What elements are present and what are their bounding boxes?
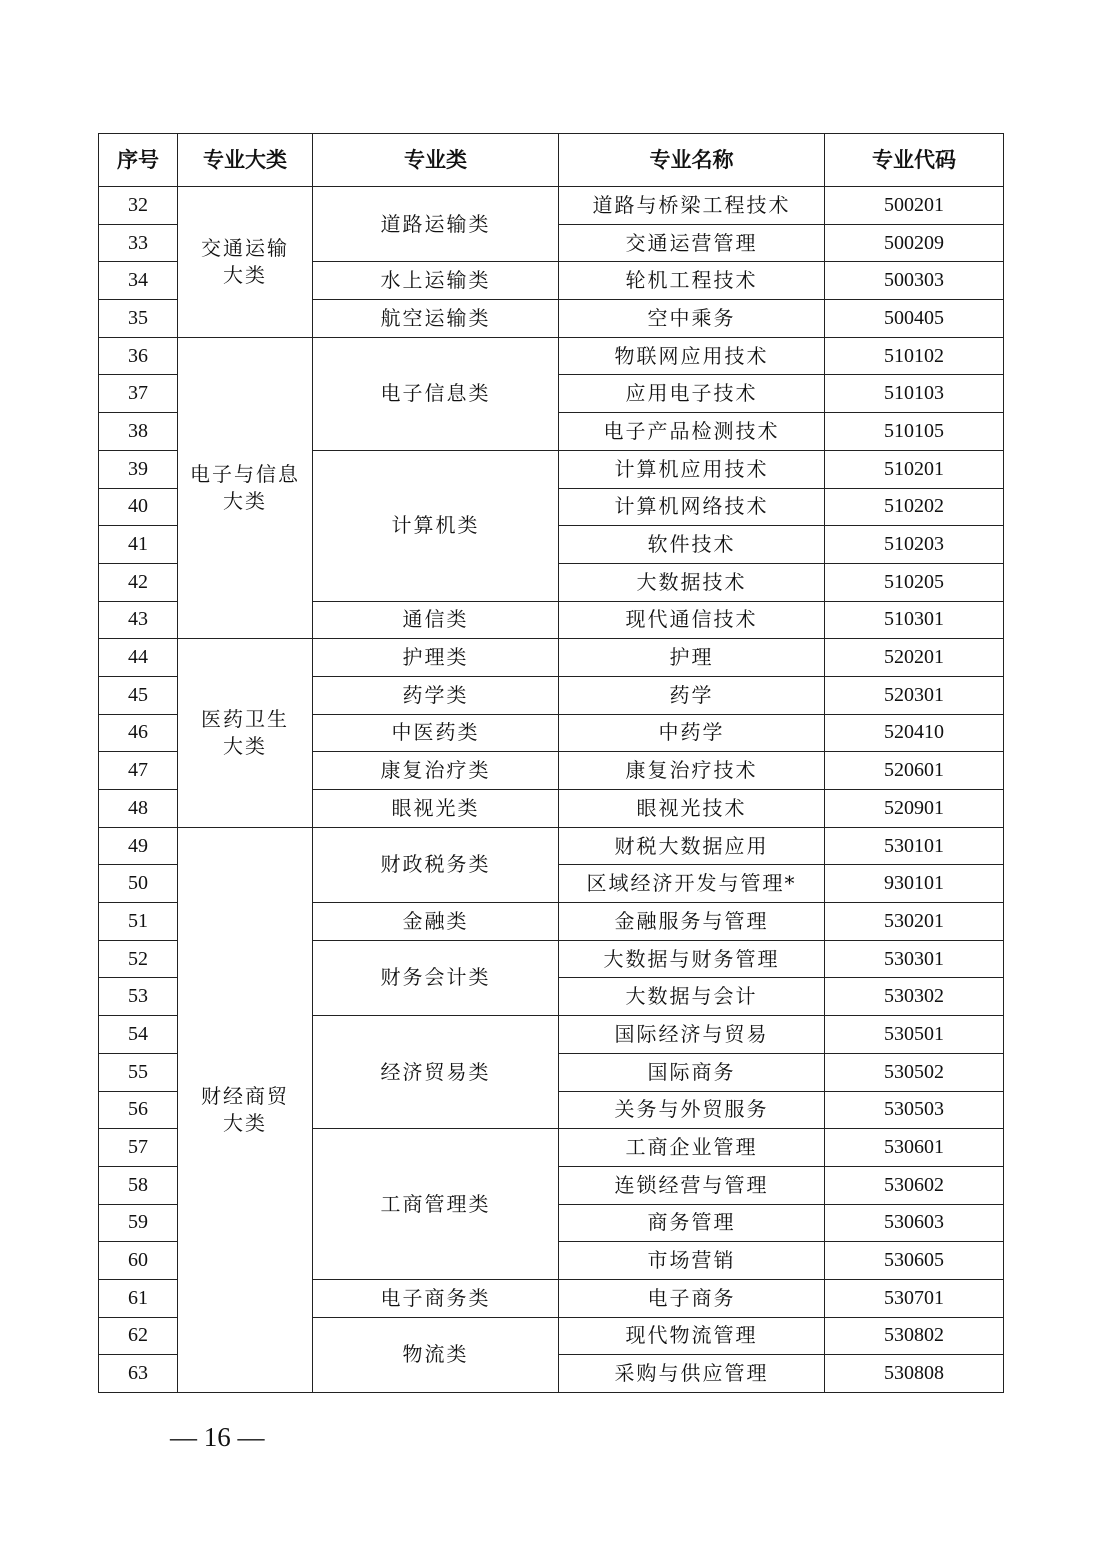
table-row [99,827,1004,865]
seq-cell: 59 [99,1204,178,1242]
seq-cell: 40 [99,488,178,526]
seq-cell: 35 [99,300,178,338]
seq-cell: 39 [99,450,178,488]
major-name-cell: 计算机网络技术 [559,488,825,526]
category-cell: 电子商务类 [313,1279,559,1317]
major-code-cell: 530601 [825,1129,1004,1167]
table-row [99,337,1004,375]
major-name-cell: 采购与供应管理 [559,1355,825,1393]
major-name-cell: 中药学 [559,714,825,752]
major-name-cell: 电子商务 [559,1279,825,1317]
category-cell: 眼视光类 [313,790,559,828]
major-code-cell: 530302 [825,978,1004,1016]
category-cell: 财务会计类 [313,940,559,1015]
category-cell: 计算机类 [313,450,559,601]
category-cell: 水上运输类 [313,262,559,300]
category-cell: 道路运输类 [313,187,559,262]
category-cell: 经济贸易类 [313,1016,559,1129]
major-name-cell: 护理 [559,639,825,677]
major-code-cell: 510201 [825,450,1004,488]
category-cell: 护理类 [313,639,559,677]
seq-cell: 46 [99,714,178,752]
major-name-cell: 药学 [559,676,825,714]
major-code-cell: 520301 [825,676,1004,714]
seq-cell: 41 [99,526,178,564]
seq-cell: 49 [99,827,178,865]
major-code-cell: 500209 [825,224,1004,262]
major-name-cell: 康复治疗技术 [559,752,825,790]
major-code-cell: 520201 [825,639,1004,677]
major-code-cell: 510203 [825,526,1004,564]
header-major-name: 专业名称 [559,134,825,187]
seq-cell: 54 [99,1016,178,1054]
category-cell: 电子信息类 [313,337,559,450]
seq-cell: 48 [99,790,178,828]
seq-cell: 34 [99,262,178,300]
seq-cell: 57 [99,1129,178,1167]
major-code-cell: 510105 [825,413,1004,451]
seq-cell: 32 [99,187,178,225]
major-name-cell: 大数据与会计 [559,978,825,1016]
seq-cell: 50 [99,865,178,903]
table-body [99,187,1004,1393]
major-category-cell: 医药卫生 大类 [178,639,313,827]
category-cell: 航空运输类 [313,300,559,338]
seq-cell: 58 [99,1166,178,1204]
major-name-cell: 软件技术 [559,526,825,564]
header-category: 专业类 [313,134,559,187]
major-code-cell: 530605 [825,1242,1004,1280]
major-code-cell: 930101 [825,865,1004,903]
major-name-cell: 金融服务与管理 [559,903,825,941]
major-code-cell: 530502 [825,1053,1004,1091]
category-cell: 中医药类 [313,714,559,752]
major-code-cell: 530101 [825,827,1004,865]
seq-cell: 44 [99,639,178,677]
major-name-cell: 国际经济与贸易 [559,1016,825,1054]
major-code-cell: 500405 [825,300,1004,338]
major-name-cell: 应用电子技术 [559,375,825,413]
major-table [98,133,1004,1393]
seq-cell: 63 [99,1355,178,1393]
seq-cell: 45 [99,676,178,714]
major-name-cell: 工商企业管理 [559,1129,825,1167]
seq-cell: 38 [99,413,178,451]
category-cell: 康复治疗类 [313,752,559,790]
major-code-cell: 530201 [825,903,1004,941]
major-name-cell: 国际商务 [559,1053,825,1091]
category-cell: 通信类 [313,601,559,639]
major-name-cell: 交通运营管理 [559,224,825,262]
major-code-cell: 510205 [825,563,1004,601]
major-name-cell: 市场营销 [559,1242,825,1280]
category-cell: 工商管理类 [313,1129,559,1280]
header-seq: 序号 [99,134,178,187]
major-name-cell: 电子产品检测技术 [559,413,825,451]
major-code-cell: 510202 [825,488,1004,526]
seq-cell: 55 [99,1053,178,1091]
seq-cell: 60 [99,1242,178,1280]
table-header-row [99,134,1004,187]
major-name-cell: 物联网应用技术 [559,337,825,375]
seq-cell: 33 [99,224,178,262]
major-code-cell: 500303 [825,262,1004,300]
seq-cell: 52 [99,940,178,978]
seq-cell: 51 [99,903,178,941]
major-code-cell: 510301 [825,601,1004,639]
seq-cell: 47 [99,752,178,790]
major-name-cell: 大数据与财务管理 [559,940,825,978]
header-major-code: 专业代码 [825,134,1004,187]
major-code-cell: 510102 [825,337,1004,375]
major-name-cell: 连锁经营与管理 [559,1166,825,1204]
major-name-cell: 计算机应用技术 [559,450,825,488]
major-category-cell: 电子与信息 大类 [178,337,313,639]
seq-cell: 61 [99,1279,178,1317]
major-code-cell: 520901 [825,790,1004,828]
category-cell: 金融类 [313,903,559,941]
seq-cell: 36 [99,337,178,375]
major-code-cell: 530602 [825,1166,1004,1204]
major-name-cell: 眼视光技术 [559,790,825,828]
major-name-cell: 区域经济开发与管理* [559,865,825,903]
major-category-cell: 财经商贸 大类 [178,827,313,1392]
major-code-cell: 530603 [825,1204,1004,1242]
major-name-cell: 道路与桥梁工程技术 [559,187,825,225]
seq-cell: 53 [99,978,178,1016]
seq-cell: 62 [99,1317,178,1355]
major-name-cell: 现代通信技术 [559,601,825,639]
major-code-cell: 530301 [825,940,1004,978]
table-row [99,639,1004,677]
major-code-cell: 510103 [825,375,1004,413]
major-code-cell: 500201 [825,187,1004,225]
major-code-cell: 530808 [825,1355,1004,1393]
major-code-cell: 530503 [825,1091,1004,1129]
seq-cell: 42 [99,563,178,601]
major-name-cell: 大数据技术 [559,563,825,601]
header-major-category: 专业大类 [178,134,313,187]
category-cell: 财政税务类 [313,827,559,902]
major-code-cell: 520601 [825,752,1004,790]
seq-cell: 43 [99,601,178,639]
table-row [99,187,1004,225]
major-name-cell: 财税大数据应用 [559,827,825,865]
major-name-cell: 空中乘务 [559,300,825,338]
category-cell: 药学类 [313,676,559,714]
major-code-cell: 530701 [825,1279,1004,1317]
major-name-cell: 商务管理 [559,1204,825,1242]
seq-cell: 56 [99,1091,178,1129]
major-code-cell: 530802 [825,1317,1004,1355]
major-name-cell: 现代物流管理 [559,1317,825,1355]
category-cell: 物流类 [313,1317,559,1392]
major-code-cell: 530501 [825,1016,1004,1054]
major-code-cell: 520410 [825,714,1004,752]
major-name-cell: 轮机工程技术 [559,262,825,300]
major-category-cell: 交通运输 大类 [178,187,313,338]
major-name-cell: 关务与外贸服务 [559,1091,825,1129]
page-number: — 16 — [170,1422,265,1452]
seq-cell: 37 [99,375,178,413]
